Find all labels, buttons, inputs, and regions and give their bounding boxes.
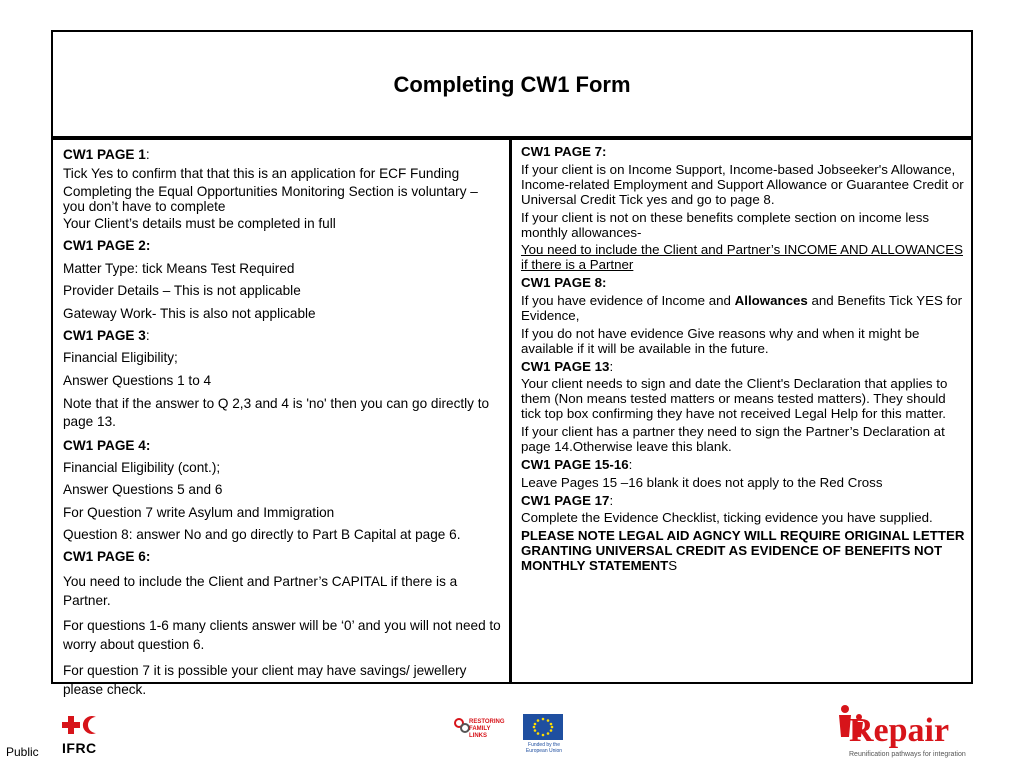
- eu-funding-logo: [523, 714, 565, 756]
- section-head-page13: CW1 PAGE 13: [521, 358, 610, 374]
- left-column: [51, 138, 510, 697]
- classification-label: Public: [6, 745, 39, 759]
- text-line: You need to include the Client and Partner’s CAPITAL if there is a Partner.: [63, 573, 458, 608]
- section-head-page2: CW1 PAGE 2:: [63, 238, 151, 254]
- text-line: Provider Details – This is not applicable: [63, 283, 301, 299]
- text-line: Note that if the answer to Q 2,3 and 4 is 'no' then you can go directly to page 13.: [63, 396, 490, 430]
- left-column-text: [63, 147, 503, 705]
- text-line: You need to include the Client and Partner’s INCOME AND ALLOWANCES if there is a Partner: [521, 242, 963, 273]
- text-line: Answer Questions 1 to 4: [63, 372, 212, 388]
- text-line: For Question 7 write Asylum and Immigration: [63, 504, 335, 520]
- text-line: If your client is on Income Support, Income-based Jobseeker's Allowance, Income-related Employment and Support Allowance or Guarantee Credit or Universal Credit Tick yes and go to page 8.: [521, 161, 964, 207]
- section-head-page3: CW1 PAGE 3: [63, 327, 146, 343]
- text-line: [521, 293, 967, 323]
- text-line: Complete the Evidence Checklist, ticking evidence you have supplied.: [521, 510, 933, 526]
- repair-logo: [833, 703, 973, 763]
- text-line: Financial Eligibility;: [63, 350, 178, 366]
- text-line: Matter Type: tick Means Test Required: [63, 260, 295, 276]
- section-head-page17: CW1 PAGE 17: [521, 492, 610, 508]
- section-head-page1: CW1 PAGE 1: [63, 147, 146, 162]
- text-line: If you do not have evidence Give reasons why and when it might be available if it will be available in the future.: [521, 325, 920, 356]
- section-head-page8: CW1 PAGE 8:: [521, 275, 607, 291]
- text-line: Gateway Work- This is also not applicable: [63, 305, 316, 321]
- section-head-page7: CW1 PAGE 7:: [521, 144, 607, 159]
- text-line: For question 7 it is possible your client may have savings/ jewellery please check.: [63, 662, 467, 697]
- eu-caption: Funded by the European Union: [525, 742, 563, 754]
- repair-wordmark: Repair: [849, 712, 950, 749]
- text-run: and Benefits Tick YES for Evidence,: [521, 292, 963, 323]
- section-head-page6: CW1 PAGE 6:: [63, 549, 151, 565]
- notice-tail: S: [668, 558, 678, 574]
- text-line: If your client has a partner they need to sign the Partner’s Declaration at page 14.Otherwise leave this blank.: [521, 424, 945, 455]
- text-line: Your client needs to sign and date the Client's Declaration that applies to them (Non means tested matters or means tested matters). They should tick top box confirming they have not received Legal Help for this matter.: [521, 376, 948, 422]
- colon: :: [145, 327, 150, 343]
- notice-text: [521, 528, 967, 573]
- eu-flag-icon: [523, 714, 563, 740]
- right-column-text: [521, 144, 967, 576]
- text-run: If you have evidence of Income and: [521, 292, 735, 308]
- ifrc-logo-icon: [62, 716, 102, 740]
- text-line: Tick Yes to confirm that that this is an application for ECF Funding: [63, 166, 460, 181]
- text-line: For questions 1-6 many clients answer will be ‘0’ and you will not need to worry about question 6.: [63, 618, 501, 653]
- text-line: Question 8: answer No and go directly to Part B Capital at page 6.: [63, 527, 461, 543]
- right-column: [510, 138, 973, 684]
- section-head-page15-16: CW1 PAGE 15-16: [521, 456, 629, 472]
- colon: :: [145, 147, 150, 162]
- text-line: Leave Pages 15 –16 blank it does not apply to the Red Cross: [521, 474, 883, 490]
- colon: :: [609, 358, 614, 374]
- title-box: [51, 30, 973, 139]
- repair-tagline: Reunification pathways for integration: [849, 751, 966, 758]
- restoring-family-links-logo: [453, 717, 505, 741]
- colon: :: [628, 456, 633, 472]
- text-run-bold: Allowances: [734, 292, 808, 308]
- text-line: Financial Eligibility (cont.);: [63, 459, 221, 475]
- ifrc-wordmark: IFRC: [62, 740, 97, 756]
- slide-title: Completing CW1 Form: [393, 72, 631, 97]
- text-line: Answer Questions 5 and 6: [63, 482, 223, 498]
- colon: :: [609, 492, 614, 508]
- text-line: Completing the Equal Opportunities Monitoring Section is voluntary – you don’t have to complete: [63, 184, 478, 214]
- text-line: If your client is not on these benefits complete section on income less monthly allowances-: [521, 209, 929, 240]
- notice-bold: PLEASE NOTE LEGAL AID AGNCY WILL REQUIRE ORIGINAL LETTER GRANTING UNIVERSAL CREDIT AS EVIDENCE OF BENEFITS NOT MONTHLY STATEMENT: [521, 528, 965, 574]
- text-line: Your Client’s details must be completed in full: [63, 216, 336, 231]
- section-head-page4: CW1 PAGE 4:: [63, 437, 151, 453]
- rfl-text: RESTORING FAMILY LINKS: [469, 719, 505, 739]
